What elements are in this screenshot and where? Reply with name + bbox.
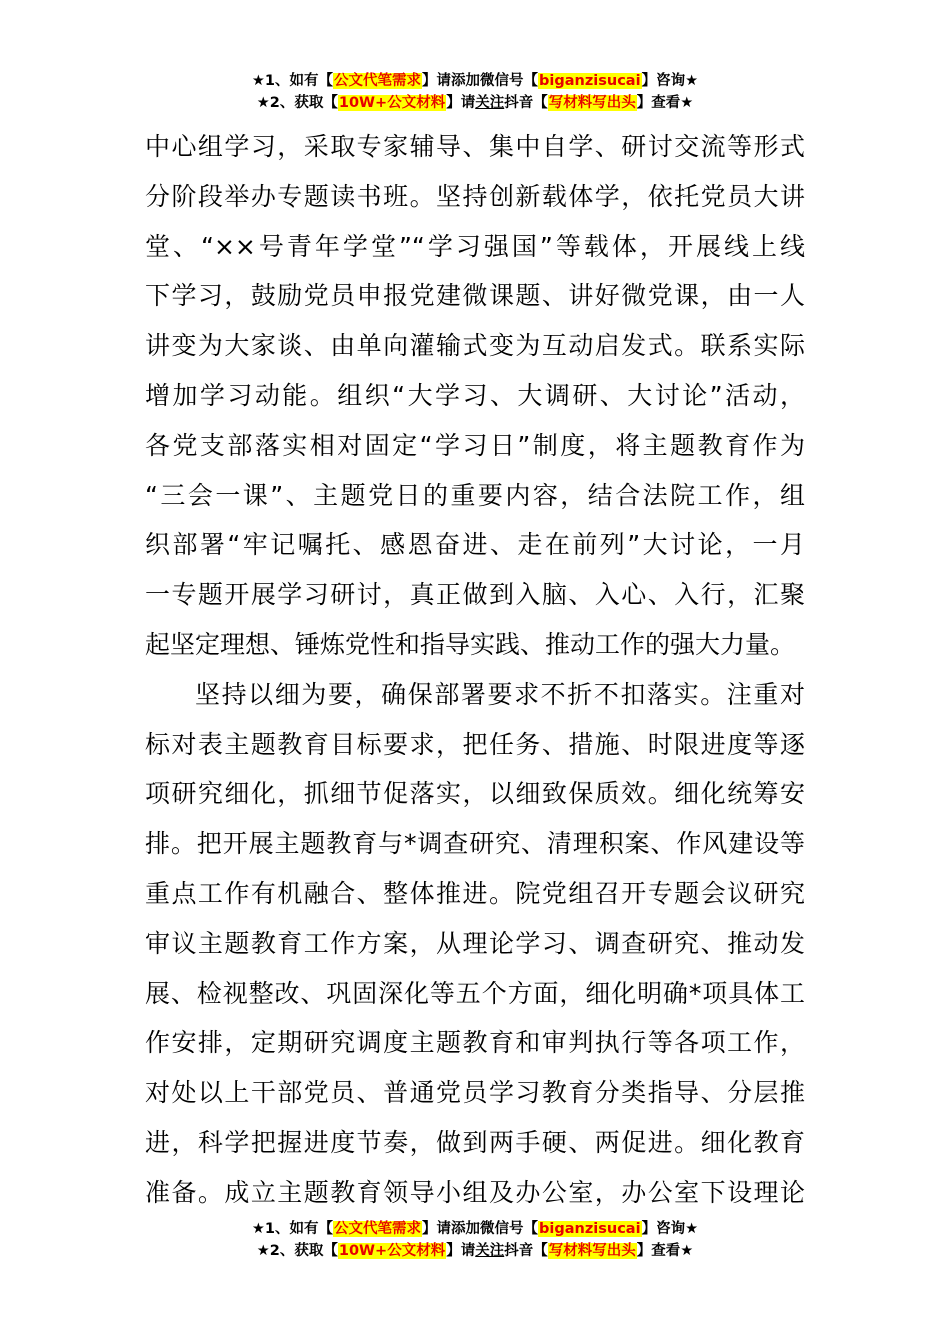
body-line: 项研究细化，抓细节促落实，以细致保质效。细化统筹安 (145, 779, 805, 809)
body-line: 对处以上干部党员、普通党员学习教育分类指导、分层推 (145, 1078, 805, 1108)
body-line: 中心组学习，采取专家辅导、集中自学、研讨交流等形式 (145, 132, 805, 161)
banner-highlight-service: 公文代笔需求 (334, 73, 422, 89)
banner-line-2 (0, 1240, 950, 1262)
body-line: 讲变为大家谈、由单向灌输式变为互动启发式。联系实际 (145, 331, 805, 361)
banner-text: 】查看★ (636, 1243, 694, 1259)
body-line: 下学习，鼓励党员申报党建微课题、讲好微党课，由一人 (145, 281, 805, 311)
banner-text: ★2、获取【 (256, 1243, 338, 1259)
banner-text: 】请 (446, 1243, 476, 1259)
banner-text: 微信号【 (480, 1221, 539, 1237)
header-banner (0, 70, 950, 114)
body-line-paragraph-end: 起坚定理想、锤炼党性和指导实践、推动工作的强大力量。 (145, 629, 796, 659)
banner-text: 】咨询★ (641, 1221, 699, 1237)
footer-banner (0, 1218, 950, 1262)
body-line-paragraph-start: 坚持以细为要，确保部署要求不折不扣落实。注重对 (195, 679, 805, 709)
banner-highlight-douyin-id: 写材料写出头 (548, 1243, 636, 1259)
body-line: 分阶段举办专题读书班。坚持创新载体学，依托党员大讲 (145, 181, 805, 211)
banner-text-underlined: 关注 (475, 1243, 505, 1259)
body-line: 审议主题教育工作方案，从理论学习、调查研究、推动发 (145, 928, 805, 958)
banner-highlight-douyin-id: 写材料写出头 (548, 95, 636, 111)
banner-line-1 (0, 1218, 950, 1240)
banner-line-1 (0, 70, 950, 92)
banner-text-emphasis: 添加 (451, 1221, 481, 1237)
banner-text: 抖音【 (504, 1243, 548, 1259)
banner-text: ★1、如有【 (251, 73, 334, 89)
banner-text-underlined: 关注 (475, 95, 505, 111)
banner-text: ★1、如有【 (251, 1221, 334, 1237)
body-line: 作安排，定期研究调度主题教育和审判执行等各项工作， (145, 1028, 805, 1058)
banner-highlight-wechat-id: biganzisucai (539, 1221, 641, 1237)
body-line: 准备。成立主题教育领导小组及办公室，办公室下设理论 (145, 1177, 805, 1207)
banner-text: 】查看★ (636, 95, 694, 111)
banner-line-2 (0, 92, 950, 114)
body-line: 一专题开展学习研讨，真正做到入脑、入心、入行，汇聚 (145, 580, 805, 610)
body-line: “三会一课”、主题党日的重要内容，结合法院工作，组 (145, 480, 805, 510)
banner-highlight-service: 公文代笔需求 (334, 1221, 422, 1237)
document-body (145, 122, 805, 1218)
banner-text: ★2、获取【 (256, 95, 338, 111)
banner-text: 】请 (446, 95, 476, 111)
banner-text: 微信号【 (480, 73, 539, 89)
body-line: 进，科学把握进度节奏，做到两手硬、两促进。细化教育 (145, 1127, 805, 1157)
body-line: 排。把开展主题教育与*调查研究、清理积案、作风建设等 (145, 829, 805, 859)
banner-text: 抖音【 (504, 95, 548, 111)
banner-text-emphasis: 添加 (451, 73, 481, 89)
body-line: 重点工作有机融合、整体推进。院党组召开专题会议研究 (145, 878, 805, 908)
banner-text: 】咨询★ (641, 73, 699, 89)
banner-highlight-wechat-id: biganzisucai (539, 73, 641, 89)
body-line: 标对表主题教育目标要求，把任务、措施、时限进度等逐 (145, 729, 805, 759)
banner-highlight-materials: 10W+公文材料 (338, 1243, 446, 1259)
banner-text: 】请 (422, 73, 452, 89)
body-line: 增加学习动能。组织“大学习、大调研、大讨论”活动， (145, 380, 805, 410)
body-line: 展、检视整改、巩固深化等五个方面，细化明确*项具体工 (145, 978, 805, 1008)
body-line: 织部署“牢记嘱托、感恩奋进、走在前列”大讨论，一月 (145, 530, 805, 560)
body-line: 各党支部落实相对固定“学习日”制度，将主题教育作为 (145, 430, 805, 460)
body-line: 堂、“××号青年学堂”“学习强国”等载体，开展线上线 (145, 231, 805, 261)
banner-highlight-materials: 10W+公文材料 (338, 95, 446, 111)
banner-text: 】请 (422, 1221, 452, 1237)
